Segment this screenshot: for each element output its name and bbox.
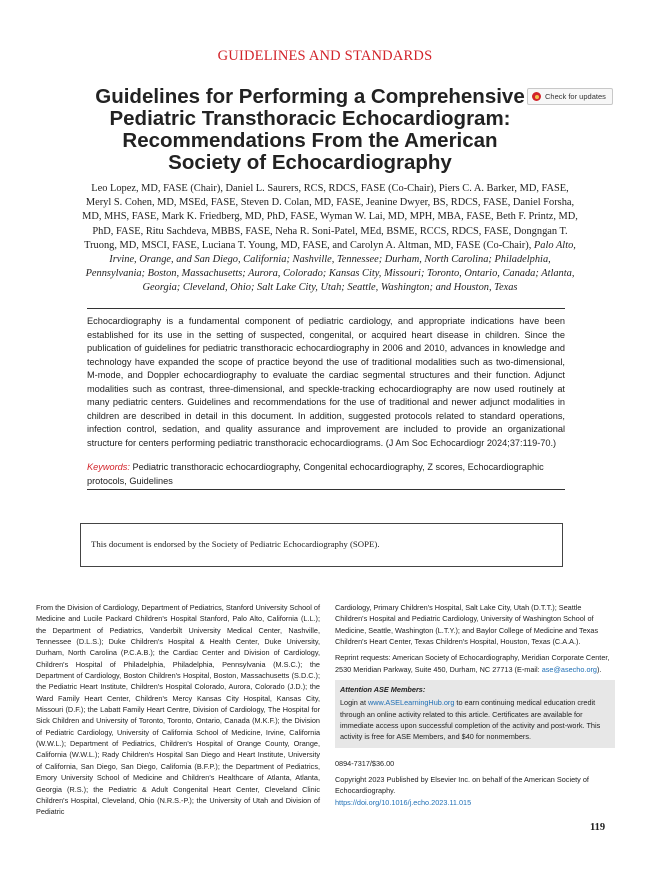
- ase-box-text: [340, 697, 610, 742]
- author-names: Leo Lopez, MD, FASE (Chair), Daniel L. Saurers, RCS, RDCS, FASE (Co-Chair), Piers C. A. Barker, MD, FASE, Meryl S. Cohen, MD, MSEd, FASE, Steven D. Colan, MD, FASE, Jeanine Dwyer, BS, RDCS, FASE, Daniel Forsha, MD, MHS, FASE, Mark K. Friedberg, MD, PhD, FASE, Wyman W. Lai, MD, MPH, MBA, FASE, Beth F. Printz, MD, PhD, FASE, Ritu Sachdeva, MBBS, FASE, Neha R. Soni-Patel, MEd, BSME, RCCS, RDCS, FASE, Dongngan T. Truong, MD, MSCI, FASE, Luciana T. Young, MD, FASE, and Carolyn A. Altman, MD, FASE (Co-Chair),: [82, 183, 578, 251]
- article-title: Guidelines for Performing a Comprehensive Pediatric Transthoracic Echocardiogram: Recommendations From the American Society of Echocardiography: [95, 85, 525, 174]
- reprint-close: ).: [597, 664, 602, 674]
- ase-pre: Login at: [340, 698, 368, 708]
- abstract: Echocardiography is a fundamental component of pediatric cardiology, and appropriate indications have been established for its use in the setting of suspected, congenital, or acquired heart disease in children. Since the publication of guidelines for pediatric transthoracic echocardiography in 2006 and 2010, advances in knowledge and technology have expanded the scope of practice beyond the use of traditional modalities such as two-dimensional, M-mode, and Doppler echocardiography to evaluate the cardiac segmental structures and their function. Adjunct modalities such as contrast, three-dimensional, and speckle-tracking echocardiography are now used routinely at many pediatric centers. Guidelines and recommendations for the use of traditional and newer adjunct modalities in children are described in detail in this document. In addition, suggested protocols related to standard operations, infection control, sedation, and quality assurance and improvement are included to provide an organizational structure for centers performing pediatric transthoracic echocardiograms. (J Am Soc Echocardiogr 2024;37:119-70.): [87, 316, 565, 448]
- affiliations-text-left: From the Division of Cardiology, Department of Pediatrics, Stanford University School of Medicine and Lucile Packard Children's Hospital Stanford, Palo Alto, California (L.L.); the Department of Pediatrics, Vanderbilt University Medical Center, Nashville, Tennessee (D.L.S.); Duke Children's Hospital & Health Center, Duke University, Durham, North Carolina (P.C.A.B.); the Cardiac Center and Division of Cardiology, Children's Hospital of Philadelphia, Philadelphia, Pennsylvania (M.S.C.); the Department of Cardiology, Boston Children's Hospital, Boston, Massachusetts (S.D.C.); the Pediatric Heart Institute, Children's Hospital Colorado, Aurora, Colorado (J.D.); the Ward Family Heart Center, Children's Mercy Kansas City Hospital, Kansas City, Missouri (D.F.); the Labatt Family Heart Centre, Division of Cardiology, The Hospital for Sick Children and University of Toronto, Toronto, Ontario, Canada (M.K.F.); the Division of Pediatric Cardiology, University of California School of Medicine, Irvine, California (W.W.L.); Department of Pediatrics, Children's Hospital of Orange County, Orange, California (W.W.L.); Rady Children's Hospital San Diego and Heart Institute, University of California, San Diego, San Diego, California (B.F.P.); the Department of Pediatrics, Emory University School of Medicine and Children's Healthcare of Atlanta, Atlanta, Georgia (R.S.); the Pediatric & Adult Congenital Heart Center, Cleveland Clinic Children's Hospital, Cleveland, Ohio (N.R.S.-P.); the University of Utah and Division of Pediatric: [36, 603, 320, 817]
- check-for-updates-label: Check for updates: [545, 92, 606, 101]
- abstract-top-rule: [87, 308, 565, 309]
- page-number: 119: [590, 822, 606, 833]
- crossmark-icon: [532, 92, 541, 101]
- copyright-text: Copyright 2023 Published by Elsevier Inc. on behalf of the American Society of Echocardiography.: [335, 775, 589, 796]
- footnotes-right-column: [335, 602, 615, 809]
- reprint-text: Reprint requests: American Society of Echocardiography, Meridian Corporate Center, 2530 Meridian Parkway, Suite 450, Durham, NC 27713 (E-mail:: [335, 653, 610, 674]
- keywords-text: Pediatric transthoracic echocardiography, Congenital echocardiography, Z scores, Echocardiographic protocols, Guidelines: [87, 462, 544, 486]
- keywords-label: Keywords:: [87, 462, 130, 472]
- affiliations-text-right: Cardiology, Primary Children's Hospital, Salt Lake City, Utah (D.T.T.); Seattle Children's Hospital and Pediatric Cardiology, University of Washington School of Medicine, Seattle, Washington (L.T.Y.); and Baylor College of Medicine and Texas Children's Heart Center, Texas Children's Hospital, Houston, Texas (C.A.A.).: [335, 603, 599, 647]
- ase-post: to earn continuing medical education credit through an online activity related to this article. Certificates are available for immediate access upon successful completion of the activity and post-work. This activity is free for ASE Members, and $40 for nonmembers.: [340, 698, 601, 742]
- check-for-updates-button[interactable]: [527, 88, 613, 105]
- copyright: [335, 774, 615, 808]
- reprint-requests: [335, 652, 615, 675]
- endorsement-box: [80, 523, 563, 567]
- abstract-bottom-rule: [87, 489, 565, 490]
- issn: 0894-7317/$36.00: [335, 758, 395, 768]
- ase-members-box: [335, 680, 615, 748]
- author-locations: Palo Alto, Irvine, Orange, and San Diego, California; Nashville, Tennessee; Durham, North Carolina; Philadelphia, Pennsylvania; Boston, Massachusetts; Aurora, Colorado; Kansas City, Missouri; Toronto, Ontario, Canada; Atlanta, Georgia; Cleveland, Ohio; Salt Lake City, Utah; Seattle, Washington; and Houston, Texas: [85, 239, 576, 294]
- endorsement-text: This document is endorsed by the Society of Pediatric Echocardiography (SOPE).: [91, 539, 380, 549]
- keywords: [87, 461, 565, 488]
- author-list: [80, 182, 580, 296]
- ase-box-title: Attention ASE Members:: [340, 685, 426, 695]
- affiliations-left-column: [36, 602, 320, 818]
- section-label: GUIDELINES AND STANDARDS: [217, 48, 433, 64]
- doi-link[interactable]: https://doi.org/10.1016/j.echo.2023.11.015: [335, 797, 472, 807]
- reprint-email-link[interactable]: ase@asecho.org: [541, 664, 597, 674]
- ase-learning-hub-link[interactable]: www.ASELearningHub.org: [368, 698, 455, 708]
